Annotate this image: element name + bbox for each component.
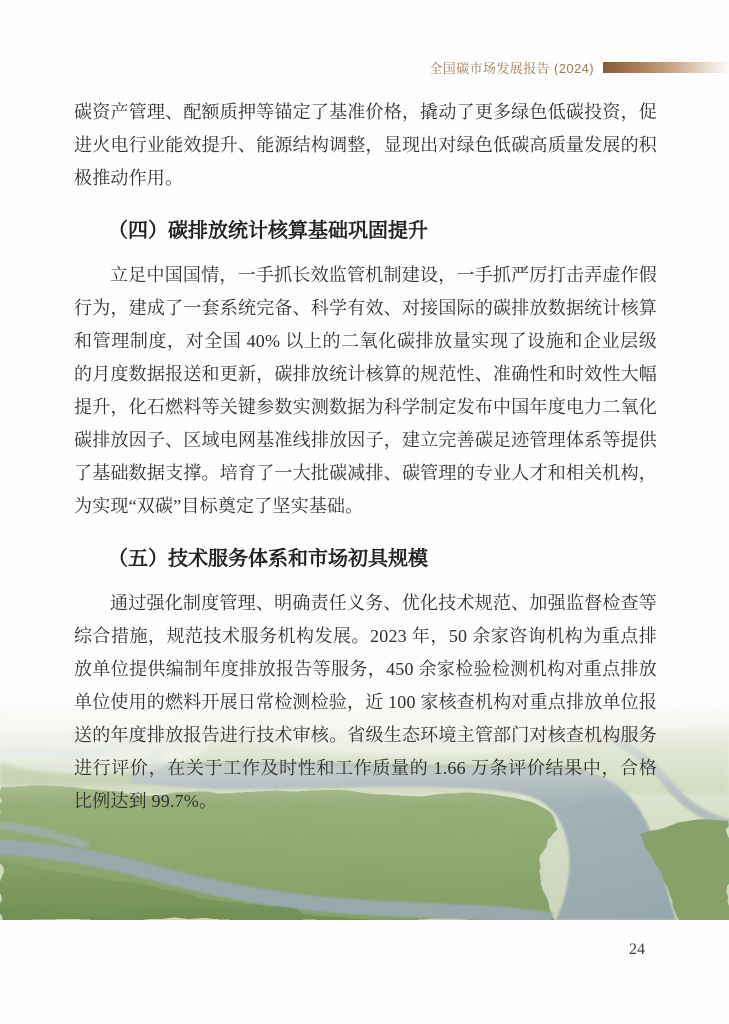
page-header (0, 57, 729, 77)
page-content (74, 96, 657, 818)
header-accent-bar (603, 62, 729, 73)
section-heading-4: （四）碳排放统计核算基础巩固提升 (108, 220, 428, 242)
header-title: 全国碳市场发展报告 (2024) (429, 60, 594, 76)
section-heading-5: （五）技术服务体系和市场初具规模 (108, 548, 428, 570)
page-footer (629, 941, 645, 959)
section-body-4: 立足中国国情，一手抓长效监管机制建设，一手抓严厉打击弄虚作假行为，建成了一套系统完备、科学有效、对接国际的碳排放数据统计核算和管理制度，对全国 40% 以上的二氧化碳排放量实现了设施和企业层级的月度数据报送和更新，碳排放统计核算的规范性、准确性和时效性大幅提升，化石燃料等关键参数实测数据为科学制定发布中国年度电力二氧化碳排放因子、区域电网基准线排放因子，建立完善碳足迹管理体系等提供了基础数据支撑。培育了一大批碳减排、碳管理的专业人才和相关机构，为实现“双碳”目标奠定了坚实基础。 (74, 265, 657, 516)
intro-paragraph: 碳资产管理、配额质押等锚定了基准价格，撬动了更多绿色低碳投资，促进火电行业能效提升、能源结构调整，显现出对绿色低碳高质量发展的积极推动作用。 (74, 102, 657, 188)
section-body-5: 通过强化制度管理、明确责任义务、优化技术规范、加强监督检查等综合措施，规范技术服务机构发展。2023 年，50 余家咨询机构为重点排放单位提供编制年度排放报告等服务，450 余家检验检测机构对重点排放单位使用的燃料开展日常检测检验，近 100 家核查机构对重点排放单位报送的年度排放报告进行技术审核。省级生态环境主管部门对核查机构服务进行评价，在关于工作及时性和工作质量的 1.66 万条评价结果中，合格比例达到 99.7%。 (74, 593, 657, 811)
page-number: 24 (629, 941, 645, 958)
